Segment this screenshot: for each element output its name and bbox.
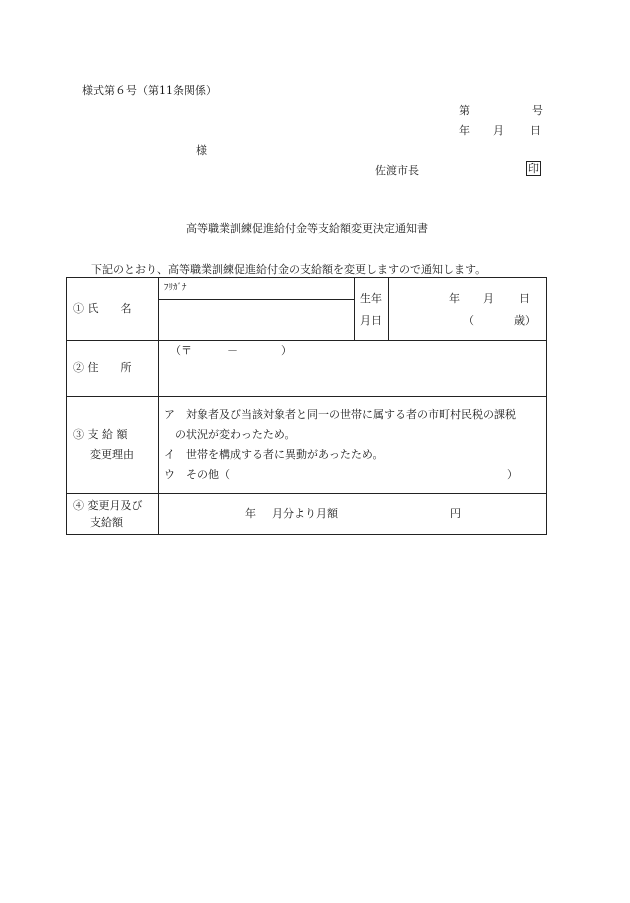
reason-option-c-close: ） (507, 468, 518, 481)
address-label: ② 住 所 (73, 361, 132, 374)
change-label-line2: 支給額 (90, 516, 123, 529)
reason-label-cell (67, 397, 159, 494)
change-year-label: 年 (245, 507, 256, 520)
change-month-text: 月分より月額 (272, 507, 338, 520)
document-title: 高等職業訓練促進給付金等支給額変更決定通知書 (186, 222, 428, 235)
issue-date-month: 月 (493, 124, 504, 137)
age-close: 歳） (514, 314, 536, 327)
address-label-cell (67, 341, 159, 397)
form-number: 様式第６号（第11条関係） (82, 84, 217, 97)
birth-year-label: 年 (449, 292, 460, 305)
age-open: （ (463, 314, 474, 327)
birth-label-line1: 生年 (360, 292, 382, 305)
postal-close: ） (281, 344, 292, 357)
furigana-divider (159, 299, 354, 300)
address-input-cell[interactable] (159, 341, 547, 397)
name-label: ① 氏 名 (73, 302, 132, 315)
name-label-cell (67, 278, 159, 341)
birth-month-label: 月 (483, 292, 494, 305)
reason-option-a-line1[interactable]: ア 対象者及び当該対象者と同一の世帯に属する者の市町村民税の課税 (164, 408, 516, 421)
birth-label-cell (355, 278, 389, 341)
birth-label-line2: 月日 (360, 314, 382, 327)
birth-day-label: 日 (519, 292, 530, 305)
change-label-cell (67, 494, 159, 535)
reason-option-b[interactable]: イ 世帯を構成する者に異動があったため。 (164, 448, 384, 461)
postal-dash: － (227, 344, 238, 357)
addressee-suffix: 様 (196, 144, 207, 157)
seal-mark: 印 (528, 162, 539, 175)
document-number-label: 第 (459, 104, 470, 117)
postal-mark: （〒 (170, 344, 192, 357)
change-amount-cell[interactable] (159, 494, 547, 535)
change-yen-label: 円 (450, 507, 461, 520)
reason-label-line1: ③ 支 給 額 (73, 428, 128, 441)
reason-label-line2: 変更理由 (90, 448, 134, 461)
issue-date-day: 日 (530, 124, 541, 137)
reason-option-c[interactable]: ウ その他（ (164, 468, 230, 481)
document-number-suffix: 号 (532, 104, 543, 117)
reason-options-cell[interactable] (159, 397, 547, 494)
furigana-label: ﾌﾘｶﾞﾅ (164, 283, 187, 293)
issuer-name: 佐渡市長 (375, 164, 419, 177)
intro-text: 下記のとおり、高等職業訓練促進給付金の支給額を変更しますので通知します。 (91, 263, 487, 276)
form-table (66, 277, 547, 535)
change-label-line1: ④ 変更月及び (73, 499, 143, 512)
name-input-cell[interactable] (159, 278, 355, 341)
issue-date-year: 年 (459, 124, 470, 137)
reason-option-a-line2: の状況が変わったため。 (175, 428, 296, 441)
birth-date-cell[interactable] (389, 278, 547, 341)
